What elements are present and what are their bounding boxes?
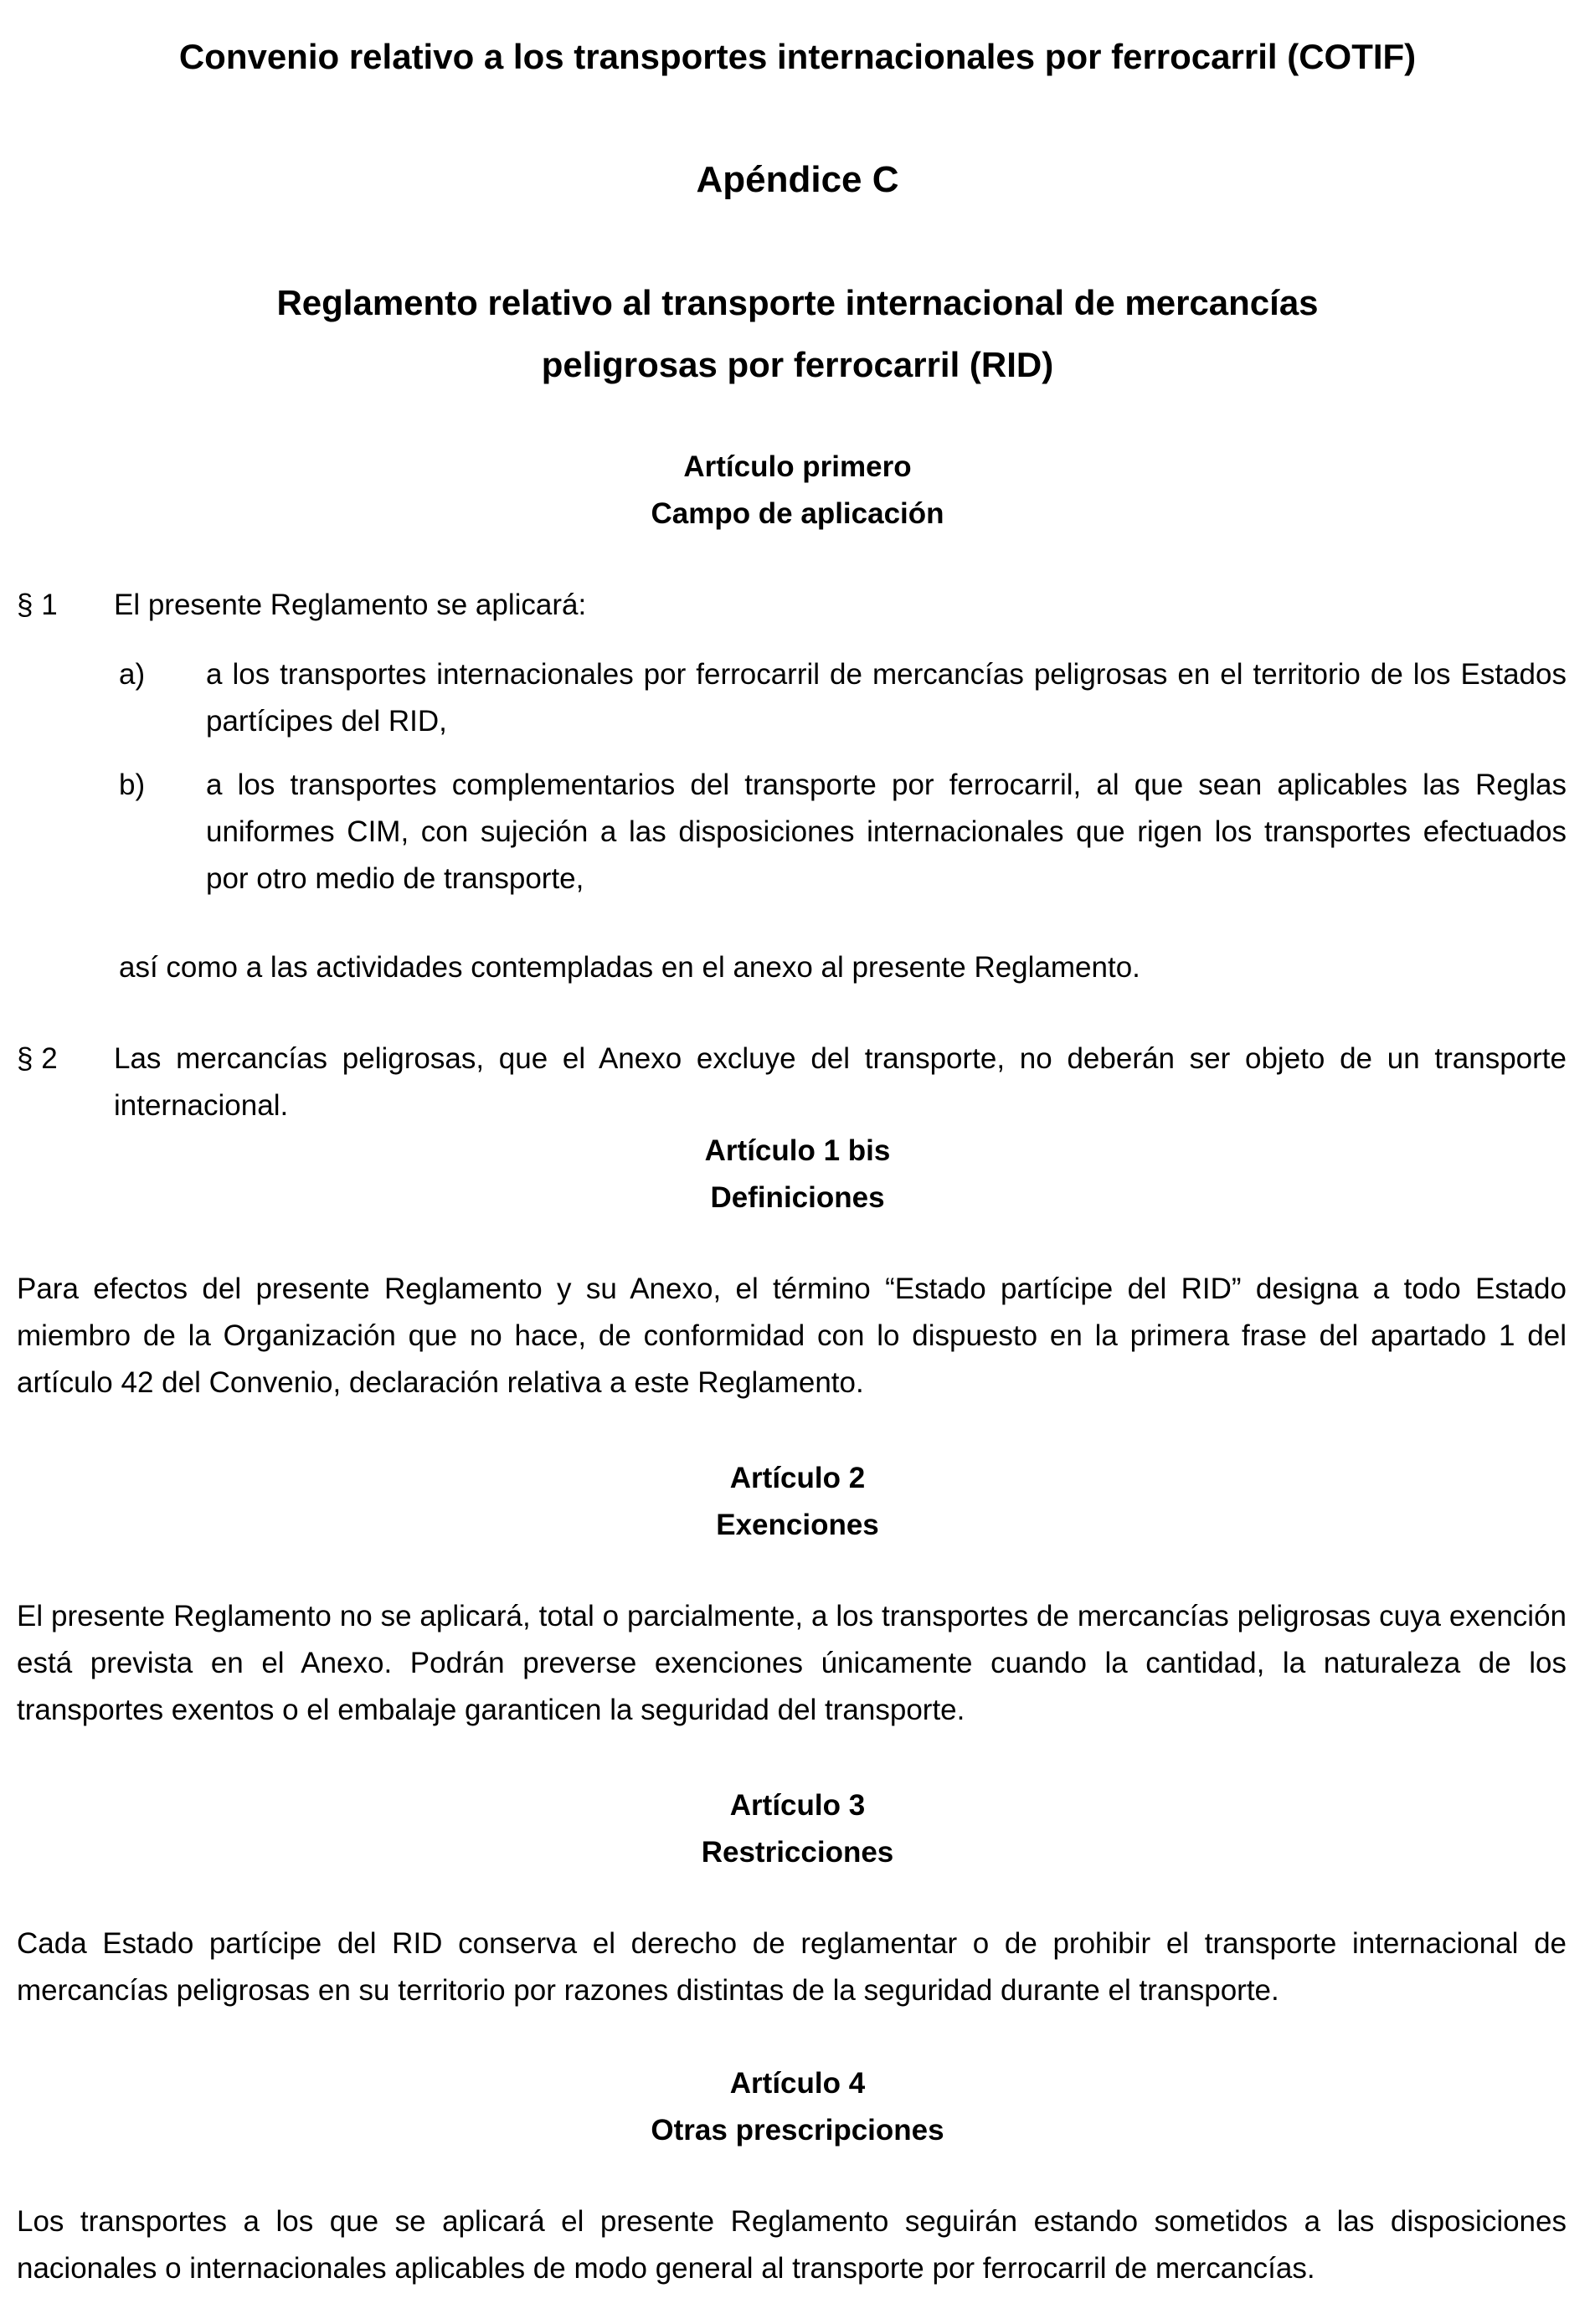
article-1-heading — [0, 444, 1595, 537]
section-1-closing: así como a las actividades contempladas en el anexo al presente Reglamento. — [119, 951, 1140, 984]
article-3-text: Cada Estado partícipe del RID conserva el derecho de reglamentar o de prohibir el transporte internacional de mercancías peligrosas en su territorio por razones distintas de la seguridad durante el transporte. — [17, 1927, 1567, 2007]
article-1-title: Campo de aplicación — [651, 497, 944, 530]
regulation-title-line2: peligrosas por ferrocarril (RID) — [541, 345, 1054, 384]
article-4-number: Artículo 4 — [729, 2067, 866, 2100]
article-4-heading — [0, 2060, 1595, 2154]
article-3-title: Restricciones — [701, 1836, 894, 1869]
regulation-title — [0, 272, 1595, 396]
article-3-number: Artículo 3 — [729, 1789, 866, 1822]
item-a-text: a los transportes internacionales por ferrocarril de mercancías peligrosas en el territorio de los Estados partícipes del RID, — [206, 658, 1567, 738]
item-a-label: a) — [119, 658, 146, 691]
appendix-heading: Apéndice C — [696, 159, 899, 200]
article-1bis-title: Definiciones — [710, 1181, 885, 1214]
section-2-text: Las mercancías peligrosas, que el Anexo excluye del transporte, no deberán ser objeto de un transporte internacional. — [114, 1042, 1567, 1122]
section-1-mark: § 1 — [17, 589, 58, 621]
article-1bis-number: Artículo 1 bis — [704, 1134, 891, 1167]
article-1bis-text: Para efectos del presente Reglamento y su Anexo, el término “Estado partícipe del RID” designa a todo Estado miembro de la Organización que no hace, de conformidad con lo dispuesto en la primera frase del apartado 1 del artículo 42 del Convenio, declaración relativa a este Reglamento. — [17, 1273, 1567, 1399]
article-4-title: Otras prescripciones — [651, 2114, 944, 2147]
item-b-label: b) — [119, 769, 146, 801]
article-3-heading — [0, 1782, 1595, 1876]
article-1bis-heading — [0, 1128, 1595, 1221]
article-2-heading — [0, 1455, 1595, 1549]
article-2-title: Exenciones — [716, 1509, 879, 1541]
article-4-text: Los transportes a los que se aplicará el presente Reglamento seguirán estando sometidos a las disposiciones nacionales o internacionales aplicables de modo general al transporte por ferrocarril de mercancías. — [17, 2205, 1567, 2285]
convention-title: Convenio relativo a los transportes internacionales por ferrocarril (COTIF) — [178, 37, 1417, 76]
item-b-text: a los transportes complementarios del transporte por ferrocarril, al que sean aplicables las Reglas uniformes CIM, con sujeción a las disposiciones internacionales que rigen los transportes efectuados por otro medio de transporte, — [206, 769, 1567, 895]
article-1-number: Artículo primero — [683, 450, 912, 483]
article-2-number: Artículo 2 — [729, 1462, 866, 1494]
section-2-mark: § 2 — [17, 1042, 58, 1075]
article-2-text: El presente Reglamento no se aplicará, total o parcialmente, a los transportes de mercancías peligrosas cuya exención está prevista en el Anexo. Podrán preverse exenciones únicamente cuando la cantidad, la naturaleza de los transportes exentos o el embalaje garanticen la seguridad del transporte. — [17, 1600, 1567, 1726]
regulation-title-line1: Reglamento relativo al transporte internacional de mercancías — [276, 283, 1319, 322]
section-1-intro: El presente Reglamento se aplicará: — [114, 589, 587, 621]
